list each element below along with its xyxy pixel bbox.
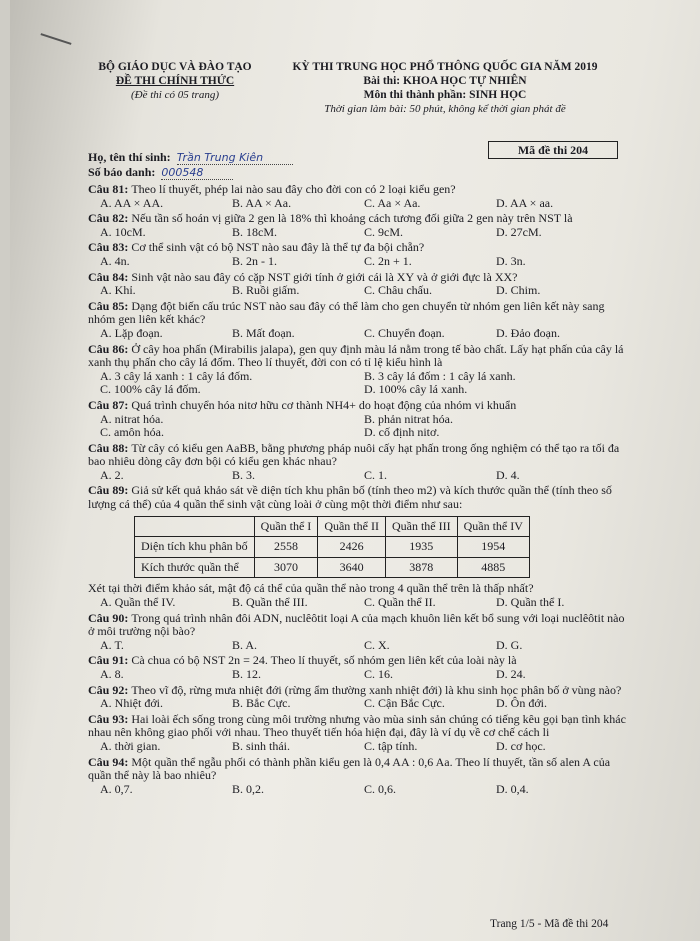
question-text — [88, 271, 628, 285]
question-number: Câu 93: — [88, 711, 132, 726]
answer-option: B. Bắc Cực. — [232, 696, 291, 711]
question-stem: Trong quá trình nhân đôi ADN, nuclêôtit loại A của mạch khuôn liên kết bổ sung với loại nuclêôtit nào ở môi trường nội bào? — [88, 610, 625, 639]
question — [88, 300, 628, 341]
answer-option: C. 2n + 1. — [364, 253, 412, 268]
option-row — [88, 426, 628, 440]
question-number: Câu 91: — [88, 653, 132, 668]
question-stem: Giả sử kết quả khảo sát về diện tích khu phân bố (tính theo m2) và kích thước quần thể (tính theo số lượng cá thể) của 4 quần thể sinh vật cùng loài ở cùng một thời điểm như sau: — [88, 483, 612, 512]
table-header-cell: Quần thể III — [385, 516, 457, 537]
answer-option: B. phản nitrat hóa. — [364, 411, 453, 426]
answer-option: D. cơ học. — [496, 738, 546, 753]
answer-option: B. sinh thái. — [232, 738, 291, 753]
question-text — [88, 684, 628, 698]
question-text — [88, 300, 628, 327]
option-row — [88, 255, 628, 269]
answer-option: D. G. — [496, 637, 523, 652]
answer-option: B. 12. — [232, 667, 262, 681]
option-row — [88, 740, 628, 754]
answer-option: C. X. — [364, 637, 390, 652]
answer-option: A. 0,7. — [100, 781, 133, 796]
question — [88, 271, 628, 298]
question-number: Câu 86: — [88, 341, 132, 356]
question — [88, 684, 628, 711]
answer-option: A. thời gian. — [100, 738, 161, 753]
question-text — [88, 399, 628, 413]
question-text — [88, 756, 628, 783]
table-cell: 3878 — [385, 557, 457, 578]
question-stem: Quá trình chuyển hóa nitơ hữu cơ thành NH4+ do hoạt động của nhóm vi khuẩn — [131, 397, 517, 412]
exam-paper — [10, 0, 700, 941]
time-note: Thời gian làm bài: 50 phút, không kể thời gian phát đề — [324, 103, 566, 115]
option-row — [88, 668, 628, 682]
question-number: Câu 94: — [88, 754, 132, 769]
answer-option: C. Châu chấu. — [364, 283, 432, 298]
question-list — [88, 183, 628, 798]
answer-option: A. Quần thể IV. — [100, 595, 176, 610]
id-value: 000548 — [161, 166, 233, 180]
question-stem: Theo vĩ độ, rừng mưa nhiệt đới (rừng ẩm thường xanh nhiệt đới) là khu sinh học phân bố ở vùng nào? — [131, 682, 622, 697]
table-cell: 1935 — [385, 537, 457, 558]
header-right — [275, 60, 615, 116]
table-cell: 4885 — [457, 557, 529, 578]
answer-option: C. 16. — [364, 667, 394, 681]
question — [88, 241, 628, 268]
answer-option: A. 4n. — [100, 253, 130, 268]
answer-option: C. 1. — [364, 467, 388, 482]
question-number: Câu 82: — [88, 211, 132, 226]
answer-option: B. Mất đoạn. — [232, 325, 295, 340]
answer-option: C. 100% cây lá đốm. — [100, 382, 201, 397]
question-number: Câu 92: — [88, 682, 132, 697]
answer-option: A. AA × AA. — [100, 195, 164, 210]
answer-option: D. 4. — [496, 467, 520, 482]
option-row — [88, 783, 628, 797]
pen-mark — [40, 33, 71, 45]
answer-option: B. 3 cây lá đốm : 1 cây lá xanh. — [364, 368, 516, 383]
header-left — [95, 60, 255, 102]
answer-option: C. Chuyển đoạn. — [364, 325, 445, 340]
answer-option: C. tập tính. — [364, 738, 418, 753]
name-label: Họ, tên thí sinh: — [88, 150, 171, 164]
answer-option: B. 3. — [232, 467, 256, 482]
answer-option: D. 27cM. — [496, 224, 542, 239]
question-text — [88, 183, 628, 197]
table-row — [135, 557, 530, 578]
answer-option: D. Chim. — [496, 283, 541, 298]
question-number: Câu 87: — [88, 397, 132, 412]
name-value: Trần Trung Kiên — [177, 151, 293, 165]
answer-option: B. Quần thể III. — [232, 595, 308, 610]
subject: Môn thi thành phần: SINH HỌC — [363, 89, 527, 101]
answer-option: A. Nhiệt đới. — [100, 696, 164, 711]
answer-option: D. 24. — [496, 667, 526, 681]
question-text — [88, 713, 628, 740]
exam-title: KỲ THI TRUNG HỌC PHỔ THÔNG QUỐC GIA NĂM 2019 — [292, 61, 598, 73]
answer-option: B. AA × Aa. — [232, 195, 292, 210]
subject-group: Bài thi: KHOA HỌC TỰ NHIÊN — [363, 75, 527, 87]
question — [88, 442, 628, 483]
ministry: BỘ GIÁO DỤC VÀ ĐÀO TẠO — [98, 61, 252, 73]
answer-option: A. 3 cây lá xanh : 1 cây lá đốm. — [100, 368, 253, 383]
question-number: Câu 90: — [88, 610, 132, 625]
answer-option: B. 2n - 1. — [232, 253, 277, 268]
question — [88, 713, 628, 754]
answer-option: D. 3n. — [496, 253, 526, 268]
option-row — [88, 226, 628, 240]
question-followup: Xét tại thời điểm khảo sát, mật độ cá thể của quần thể nào trong 4 quần thể trên là thấp nhất? — [88, 581, 534, 596]
table-row — [135, 537, 530, 558]
answer-option: A. 2. — [100, 467, 124, 482]
question — [88, 612, 628, 653]
question — [88, 343, 628, 397]
option-row — [88, 383, 628, 397]
question — [88, 399, 628, 440]
answer-option: D. cố định nitơ. — [364, 425, 440, 440]
question — [88, 756, 628, 797]
answer-option: D. Ôn đới. — [496, 696, 548, 711]
population-table — [134, 516, 530, 579]
question-stem: Theo lí thuyết, phép lai nào sau đây cho đời con có 2 loại kiểu gen? — [131, 182, 456, 196]
answer-option: A. T. — [100, 637, 124, 652]
question-stem: Sinh vật nào sau đây có cặp NST giới tính ở giới cái là XY và ở giới đực là XX? — [131, 269, 518, 284]
answer-option: C. Aa × Aa. — [364, 195, 421, 210]
table-header-cell: Quần thể II — [318, 516, 386, 537]
table-cell: 2558 — [254, 537, 318, 558]
answer-option: D. 100% cây lá xanh. — [364, 382, 468, 397]
answer-option: A. 8. — [100, 667, 124, 681]
question — [88, 183, 628, 210]
question-text — [88, 343, 628, 370]
table-header-cell — [135, 516, 255, 537]
question-stem: Hai loài ếch sống trong cùng môi trường nhưng vào mùa sinh sản chúng có tiếng kêu gọi bạn tình khác nhau nên không giao phối với nhau. Theo thuyết tiến hóa hiện đại, đây là ví dụ về cơ chế cách li — [88, 711, 626, 740]
option-row — [88, 639, 628, 653]
page-count: (Đề thi có 05 trang) — [131, 89, 219, 101]
answer-option: C. 0,6. — [364, 781, 397, 796]
question-number: Câu 85: — [88, 298, 132, 313]
option-row — [88, 469, 628, 483]
question-text — [88, 212, 628, 226]
question-stem: Cơ thể sinh vật có bộ NST nào sau đây là thể tự đa bội chẵn? — [131, 240, 425, 255]
table-cell: 3640 — [318, 557, 386, 578]
question-number: Câu 83: — [88, 240, 132, 255]
answer-option: B. A. — [232, 637, 258, 652]
answer-option: D. Quần thể I. — [496, 595, 565, 610]
official-label: ĐỀ THI CHÍNH THỨC — [115, 75, 235, 87]
question-stem: Nếu tần số hoán vị giữa 2 gen là 18% thì khoảng cách tương đối giữa 2 gen này trên NST là — [131, 211, 573, 226]
question-number: Câu 81: — [88, 182, 132, 196]
question-stem: Ở cây hoa phấn (Mirabilis jalapa), gen quy định màu lá nằm trong tế bào chất. Lấy hạt phấn của cây lá xanh thụ phấn cho cây lá đốm. Theo lí thuyết, đời con có tỉ lệ kiểu hình là — [88, 341, 624, 370]
table-header-row — [135, 516, 530, 537]
page-footer: Trang 1/5 - Mã đề thi 204 — [490, 918, 609, 930]
question-stem: Cà chua có bộ NST 2n = 24. Theo lí thuyết, số nhóm gen liên kết của loài này là — [131, 653, 517, 668]
table-cell: 3070 — [254, 557, 318, 578]
question-text — [88, 612, 628, 639]
question-number: Câu 84: — [88, 269, 132, 284]
answer-option: B. 0,2. — [232, 781, 265, 796]
answer-option: C. Cận Bắc Cực. — [364, 696, 445, 711]
answer-option: C. Quần thể II. — [364, 595, 436, 610]
option-row — [88, 697, 628, 711]
option-row — [88, 327, 628, 341]
option-row — [88, 197, 628, 211]
question-number: Câu 88: — [88, 440, 132, 455]
question-text — [88, 484, 628, 511]
answer-option: A. Khỉ. — [100, 283, 136, 298]
answer-option: D. AA × aa. — [496, 195, 554, 210]
answer-option: B. 18cM. — [232, 224, 277, 239]
question-number: Câu 89: — [88, 483, 132, 498]
answer-option: A. 10cM. — [100, 224, 146, 239]
exam-code-box: Mã đề thi 204 — [488, 141, 618, 159]
table-cell: Diện tích khu phân bố — [135, 537, 255, 558]
table-header-cell: Quần thể I — [254, 516, 318, 537]
table-cell: 1954 — [457, 537, 529, 558]
table-header-cell: Quần thể IV — [457, 516, 529, 537]
answer-option: B. Ruồi giấm. — [232, 283, 300, 298]
student-info — [88, 150, 293, 180]
question — [88, 212, 628, 239]
option-row — [88, 596, 628, 610]
question — [88, 654, 628, 681]
answer-option: C. 9cM. — [364, 224, 403, 239]
answer-option: A. Lặp đoạn. — [100, 325, 163, 340]
question-stem: Một quần thể ngẫu phối có thành phần kiểu gen là 0,4 AA : 0,6 Aa. Theo lí thuyết, tần số alen A của quần thể này là bao nhiêu? — [88, 754, 611, 783]
question-stem: Từ cây có kiểu gen AaBB, bằng phương pháp nuôi cấy hạt phấn trong ống nghiệm có thể tạo ra tối đa bao nhiêu dòng cây đơn bội có kiểu gen khác nhau? — [88, 440, 620, 469]
question — [88, 484, 628, 609]
id-label: Số báo danh: — [88, 165, 156, 179]
option-row — [88, 413, 628, 427]
answer-option: C. amôn hóa. — [100, 425, 164, 440]
table-cell: 2426 — [318, 537, 386, 558]
question-text — [88, 241, 628, 255]
question-stem: Dạng đột biến cấu trúc NST nào sau đây có thể làm cho gen chuyển từ nhóm gen liên kết này sang nhóm gen liên kết khác? — [88, 298, 605, 327]
answer-option: A. nitrat hóa. — [100, 411, 164, 426]
option-row — [88, 370, 628, 384]
question-text — [88, 442, 628, 469]
table-cell: Kích thước quần thể — [135, 557, 255, 578]
answer-option: D. Đảo đoạn. — [496, 325, 560, 340]
option-row — [88, 284, 628, 298]
question-text — [88, 654, 628, 668]
answer-option: D. 0,4. — [496, 781, 529, 796]
